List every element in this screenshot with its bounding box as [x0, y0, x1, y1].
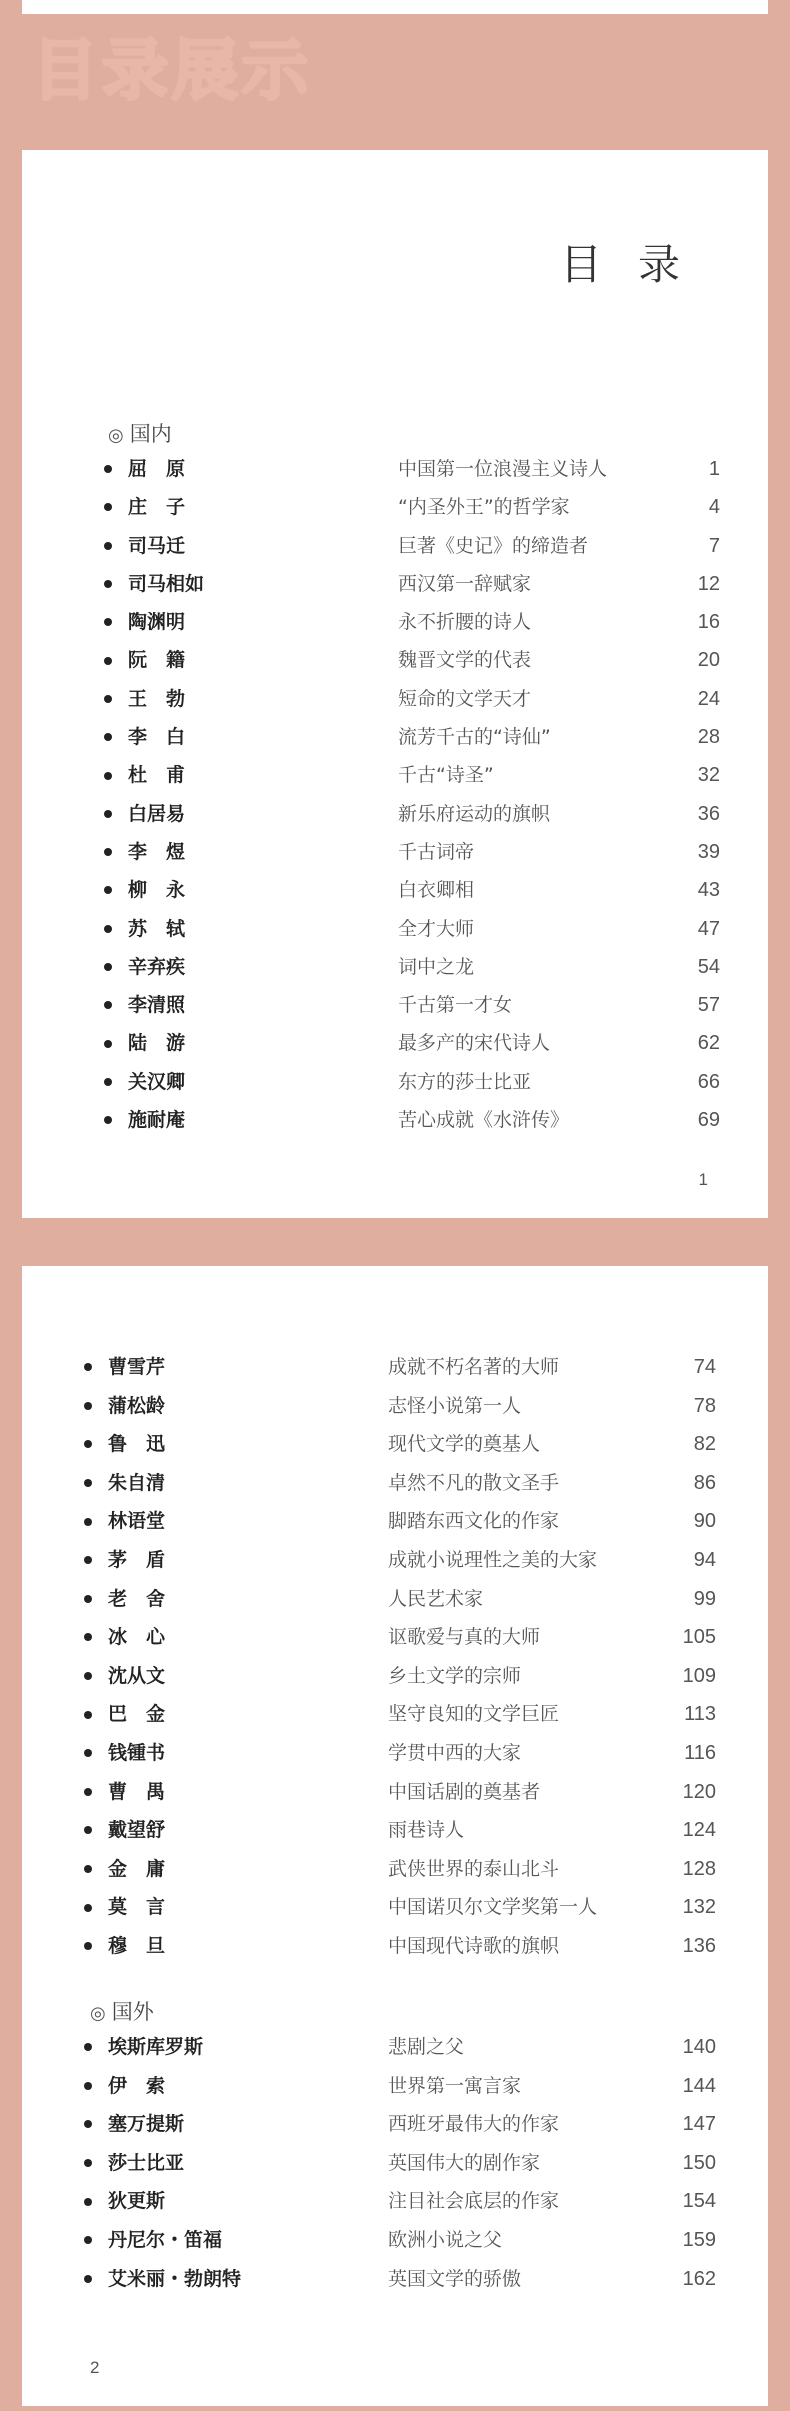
entry-description: 志怪小说第一人: [388, 1394, 522, 1417]
toc-entry[interactable]: [84, 2028, 724, 2067]
entry-page-number: 105: [682, 1626, 716, 1649]
entry-author: 柳 永: [128, 879, 186, 902]
entry-author: 王 勃: [128, 687, 186, 710]
section-foreign: [90, 1996, 154, 2026]
toc-entry[interactable]: [84, 1541, 724, 1580]
entry-page-number: 140: [682, 2036, 716, 2058]
toc-entry[interactable]: [84, 1888, 724, 1927]
entry-description: 魏晋文学的代表: [398, 649, 532, 672]
bullet-icon: [104, 810, 112, 818]
bullet-icon: [84, 1440, 92, 1448]
entry-description: 英国文学的骄傲: [388, 2267, 522, 2290]
entry-description: 学贯中西的大家: [388, 1741, 522, 1764]
entry-page-number: 57: [697, 994, 720, 1017]
toc-entry[interactable]: [104, 488, 744, 526]
entry-page-number: 62: [697, 1032, 720, 1055]
entry-author: 曹雪芹: [108, 1356, 166, 1378]
bullet-icon: [84, 1904, 92, 1912]
toc-page-1: [22, 150, 768, 1218]
entry-description: 最多产的宋代诗人: [398, 1032, 551, 1055]
entry-author: 莫 言: [108, 1896, 166, 1919]
bullet-icon: [104, 618, 112, 626]
entry-page-number: 4: [708, 496, 720, 519]
entry-page-number: 36: [697, 802, 720, 825]
entry-author: 老 舍: [108, 1587, 166, 1610]
toc-list-domestic-continued: [84, 1348, 724, 1966]
entry-page-number: 78: [693, 1394, 716, 1417]
page-number: 2: [90, 2358, 100, 2377]
entry-page-number: 147: [682, 2113, 716, 2136]
bullet-icon: [84, 1402, 92, 1410]
entry-page-number: 1: [708, 458, 720, 480]
toc-entry[interactable]: [104, 450, 744, 488]
entry-description: 中国话剧的奠基者: [388, 1780, 541, 1803]
entry-author: 曹 禺: [108, 1780, 166, 1803]
bullet-icon: [104, 503, 112, 511]
bullet-icon: [84, 1479, 92, 1487]
entry-page-number: 94: [693, 1548, 716, 1571]
entry-description: 中国现代诗歌的旗帜: [388, 1934, 560, 1957]
toc-entry[interactable]: [84, 1348, 724, 1387]
entry-page-number: 32: [697, 764, 720, 787]
entry-description: 东方的莎士比亚: [398, 1070, 532, 1093]
bullet-icon: [104, 848, 112, 856]
toc-entry[interactable]: [84, 1464, 724, 1503]
toc-entry[interactable]: [84, 1657, 724, 1696]
toc-entry[interactable]: [84, 1927, 724, 1966]
toc-entry[interactable]: [104, 756, 744, 794]
toc-entry[interactable]: [84, 2221, 724, 2260]
entry-description: 脚踏东西文化的作家: [388, 1510, 560, 1533]
entry-page-number: 162: [682, 2267, 716, 2290]
entry-page-number: 54: [697, 955, 720, 978]
bullet-icon: [104, 657, 112, 665]
bullet-icon: [104, 695, 112, 703]
previous-page-edge: [22, 0, 768, 14]
bullet-icon: [84, 1865, 92, 1873]
bullet-icon: [104, 1040, 112, 1048]
entry-description: 悲剧之父: [388, 2036, 465, 2058]
bullet-icon: [84, 1826, 92, 1834]
entry-description: 世界第一寓言家: [388, 2074, 522, 2097]
toc-entry[interactable]: [104, 680, 744, 718]
bullet-icon: [84, 1788, 92, 1796]
entry-author: 丹尼尔・笛福: [108, 2228, 223, 2251]
toc-entry[interactable]: [84, 1734, 724, 1773]
banner-title: 目录展示: [32, 32, 312, 109]
entry-description: 全才大师: [398, 917, 475, 940]
toc-entry[interactable]: [84, 1773, 724, 1812]
entry-description: “内圣外王”的哲学家: [398, 496, 570, 519]
entry-description: 讴歌爱与真的大师: [388, 1626, 541, 1649]
entry-author: 阮 籍: [128, 649, 186, 672]
entry-page-number: 124: [682, 1819, 716, 1842]
toc-entry[interactable]: [84, 2144, 724, 2183]
entry-author: 陶渊明: [128, 611, 186, 634]
toc-heading: 目录: [559, 240, 716, 289]
entry-page-number: 74: [693, 1356, 716, 1378]
bullet-icon: [84, 1633, 92, 1641]
entry-author: 辛弃疾: [128, 955, 186, 978]
bullet-icon: [104, 1001, 112, 1009]
entry-page-number: 12: [697, 572, 720, 595]
entry-page-number: 120: [682, 1780, 716, 1803]
entry-page-number: 43: [697, 879, 720, 902]
toc-entry[interactable]: [104, 833, 744, 871]
bullet-icon: [84, 1363, 92, 1371]
entry-author: 冰 心: [108, 1626, 166, 1649]
entry-description: 欧洲小说之父: [388, 2228, 503, 2251]
entry-page-number: 20: [697, 649, 720, 672]
entry-page-number: 159: [682, 2228, 716, 2251]
entry-description: 坚守良知的文学巨匠: [388, 1703, 560, 1726]
toc-entry[interactable]: [104, 603, 744, 641]
entry-author: 塞万提斯: [108, 2113, 185, 2136]
entry-author: 庄 子: [128, 496, 186, 519]
entry-page-number: 66: [697, 1070, 720, 1093]
toc-entry[interactable]: [84, 1850, 724, 1889]
toc-entry[interactable]: [84, 1618, 724, 1657]
entry-description: 苦心成就《水浒传》: [398, 1109, 570, 1132]
entry-author: 杜 甫: [128, 764, 186, 787]
bullet-icon: [104, 733, 112, 741]
toc-entry[interactable]: [104, 1101, 744, 1139]
entry-author: 艾米丽・勃朗特: [108, 2267, 242, 2290]
entry-description: 人民艺术家: [388, 1587, 484, 1610]
entry-description: 词中之龙: [398, 955, 475, 978]
bullet-icon: [104, 580, 112, 588]
toc-entry[interactable]: [104, 527, 744, 565]
entry-description: 白衣卿相: [398, 879, 475, 902]
entry-author: 施耐庵: [128, 1109, 186, 1132]
circle-marker-icon: ◎: [90, 2003, 106, 2024]
entry-description: 短命的文学天才: [398, 687, 532, 710]
entry-page-number: 136: [682, 1934, 716, 1957]
toc-entry[interactable]: [84, 2260, 724, 2299]
entry-description: 新乐府运动的旗帜: [398, 802, 551, 825]
bullet-icon: [84, 1749, 92, 1757]
entry-description: 乡土文学的宗师: [388, 1664, 522, 1687]
toc-entry[interactable]: [104, 795, 744, 833]
entry-page-number: 47: [697, 917, 720, 940]
entry-author: 白居易: [128, 802, 186, 825]
bullet-icon: [84, 2159, 92, 2167]
entry-description: 流芳千古的“诗仙”: [398, 726, 551, 749]
entry-description: 成就小说理性之美的大家: [388, 1548, 598, 1571]
bullet-icon: [104, 1078, 112, 1086]
entry-author: 屈 原: [128, 458, 186, 480]
bullet-icon: [84, 2275, 92, 2283]
circle-marker-icon: ◎: [108, 425, 124, 446]
entry-description: 雨巷诗人: [388, 1819, 465, 1842]
entry-page-number: 109: [682, 1664, 716, 1687]
entry-description: 卓然不凡的散文圣手: [388, 1471, 560, 1494]
entry-description: 巨著《史记》的缔造者: [398, 534, 589, 557]
entry-page-number: 82: [693, 1433, 716, 1456]
entry-page-number: 113: [684, 1703, 716, 1726]
entry-description: 西班牙最伟大的作家: [388, 2113, 560, 2136]
entry-description: 现代文学的奠基人: [388, 1433, 541, 1456]
entry-description: 千古第一才女: [398, 994, 513, 1017]
toc-entry[interactable]: [84, 2067, 724, 2106]
entry-description: 千古“诗圣”: [398, 764, 494, 787]
bullet-icon: [84, 1942, 92, 1950]
bullet-icon: [84, 1672, 92, 1680]
entry-author: 巴 金: [108, 1703, 166, 1726]
toc-entry[interactable]: [84, 1580, 724, 1619]
toc-page-2: [22, 1266, 768, 2406]
bullet-icon: [84, 2082, 92, 2090]
entry-author: 沈从文: [108, 1664, 166, 1687]
bullet-icon: [84, 1711, 92, 1719]
entry-author: 林语堂: [108, 1510, 166, 1533]
toc-list-foreign: [84, 2028, 724, 2298]
toc-entry[interactable]: [84, 1425, 724, 1464]
entry-author: 钱锺书: [108, 1741, 166, 1764]
toc-entry[interactable]: [84, 1387, 724, 1426]
entry-author: 穆 旦: [108, 1934, 166, 1957]
toc-entry[interactable]: [104, 641, 744, 679]
bullet-icon: [104, 886, 112, 894]
entry-author: 朱自清: [108, 1471, 166, 1494]
entry-page-number: 90: [693, 1510, 716, 1533]
entry-page-number: 132: [682, 1896, 716, 1919]
toc-entry[interactable]: [104, 718, 744, 756]
entry-page-number: 116: [684, 1741, 716, 1764]
toc-entry[interactable]: [104, 1063, 744, 1101]
entry-author: 狄更斯: [108, 2190, 166, 2213]
entry-description: 注目社会底层的作家: [388, 2190, 560, 2213]
entry-description: 西汉第一辞赋家: [398, 572, 532, 595]
entry-description: 永不折腰的诗人: [398, 611, 532, 634]
entry-author: 戴望舒: [108, 1819, 166, 1842]
toc-entry[interactable]: [104, 565, 744, 603]
entry-page-number: 154: [682, 2190, 716, 2213]
bullet-icon: [84, 1518, 92, 1526]
bullet-icon: [104, 963, 112, 971]
section-label: 国外: [111, 2000, 154, 2024]
entry-author: 金 庸: [108, 1857, 166, 1880]
bullet-icon: [104, 925, 112, 933]
entry-description: 成就不朽名著的大师: [388, 1356, 560, 1378]
entry-page-number: 39: [697, 840, 720, 863]
toc-entry[interactable]: [84, 2105, 724, 2144]
entry-description: 英国伟大的剧作家: [388, 2151, 541, 2174]
entry-page-number: 99: [693, 1587, 716, 1610]
bullet-icon: [104, 465, 112, 473]
entry-author: 苏 轼: [128, 917, 186, 940]
entry-author: 茅 盾: [108, 1548, 166, 1571]
toc-entry[interactable]: [84, 1695, 724, 1734]
entry-page-number: 24: [697, 687, 720, 710]
entry-page-number: 7: [708, 534, 720, 557]
entry-author: 蒲松龄: [108, 1394, 166, 1417]
bullet-icon: [84, 2043, 92, 2051]
entry-author: 李清照: [128, 994, 186, 1017]
bullet-icon: [84, 1556, 92, 1564]
toc-entry[interactable]: [104, 871, 744, 909]
entry-author: 关汉卿: [128, 1070, 186, 1093]
bullet-icon: [104, 1116, 112, 1124]
entry-page-number: 150: [682, 2151, 716, 2174]
section-label: 国内: [129, 422, 172, 446]
entry-author: 陆 游: [128, 1032, 186, 1055]
entry-author: 李 煜: [128, 840, 186, 863]
entry-page-number: 16: [697, 611, 720, 634]
entry-author: 司马相如: [128, 572, 205, 595]
bullet-icon: [84, 2198, 92, 2206]
entry-description: 千古词帝: [398, 840, 475, 863]
section-domestic: [108, 418, 172, 448]
bullet-icon: [84, 2236, 92, 2244]
toc-entry[interactable]: [84, 1502, 724, 1541]
bullet-icon: [84, 1595, 92, 1603]
toc-entry[interactable]: [104, 910, 744, 948]
bullet-icon: [104, 772, 112, 780]
entry-description: 中国第一位浪漫主义诗人: [398, 458, 608, 480]
bullet-icon: [84, 2120, 92, 2128]
toc-entry[interactable]: [84, 1811, 724, 1850]
entry-page-number: 86: [693, 1471, 716, 1494]
entry-author: 埃斯库罗斯: [108, 2036, 204, 2058]
toc-entry[interactable]: [104, 1024, 744, 1062]
entry-author: 李 白: [128, 726, 186, 749]
entry-page-number: 144: [682, 2074, 716, 2097]
toc-list-domestic: [104, 450, 744, 1139]
entry-description: 中国诺贝尔文学奖第一人: [388, 1896, 598, 1919]
entry-author: 鲁 迅: [108, 1433, 166, 1456]
entry-page-number: 28: [697, 726, 720, 749]
entry-author: 伊 索: [108, 2074, 166, 2097]
entry-page-number: 128: [682, 1857, 716, 1880]
entry-author: 司马迁: [128, 534, 186, 557]
page-number: 1: [698, 1170, 708, 1189]
toc-entry[interactable]: [104, 986, 744, 1024]
entry-description: 武侠世界的泰山北斗: [388, 1857, 560, 1880]
entry-author: 莎士比亚: [108, 2151, 185, 2174]
entry-page-number: 69: [697, 1109, 720, 1132]
toc-entry[interactable]: [84, 2182, 724, 2221]
bullet-icon: [104, 542, 112, 550]
toc-entry[interactable]: [104, 948, 744, 986]
